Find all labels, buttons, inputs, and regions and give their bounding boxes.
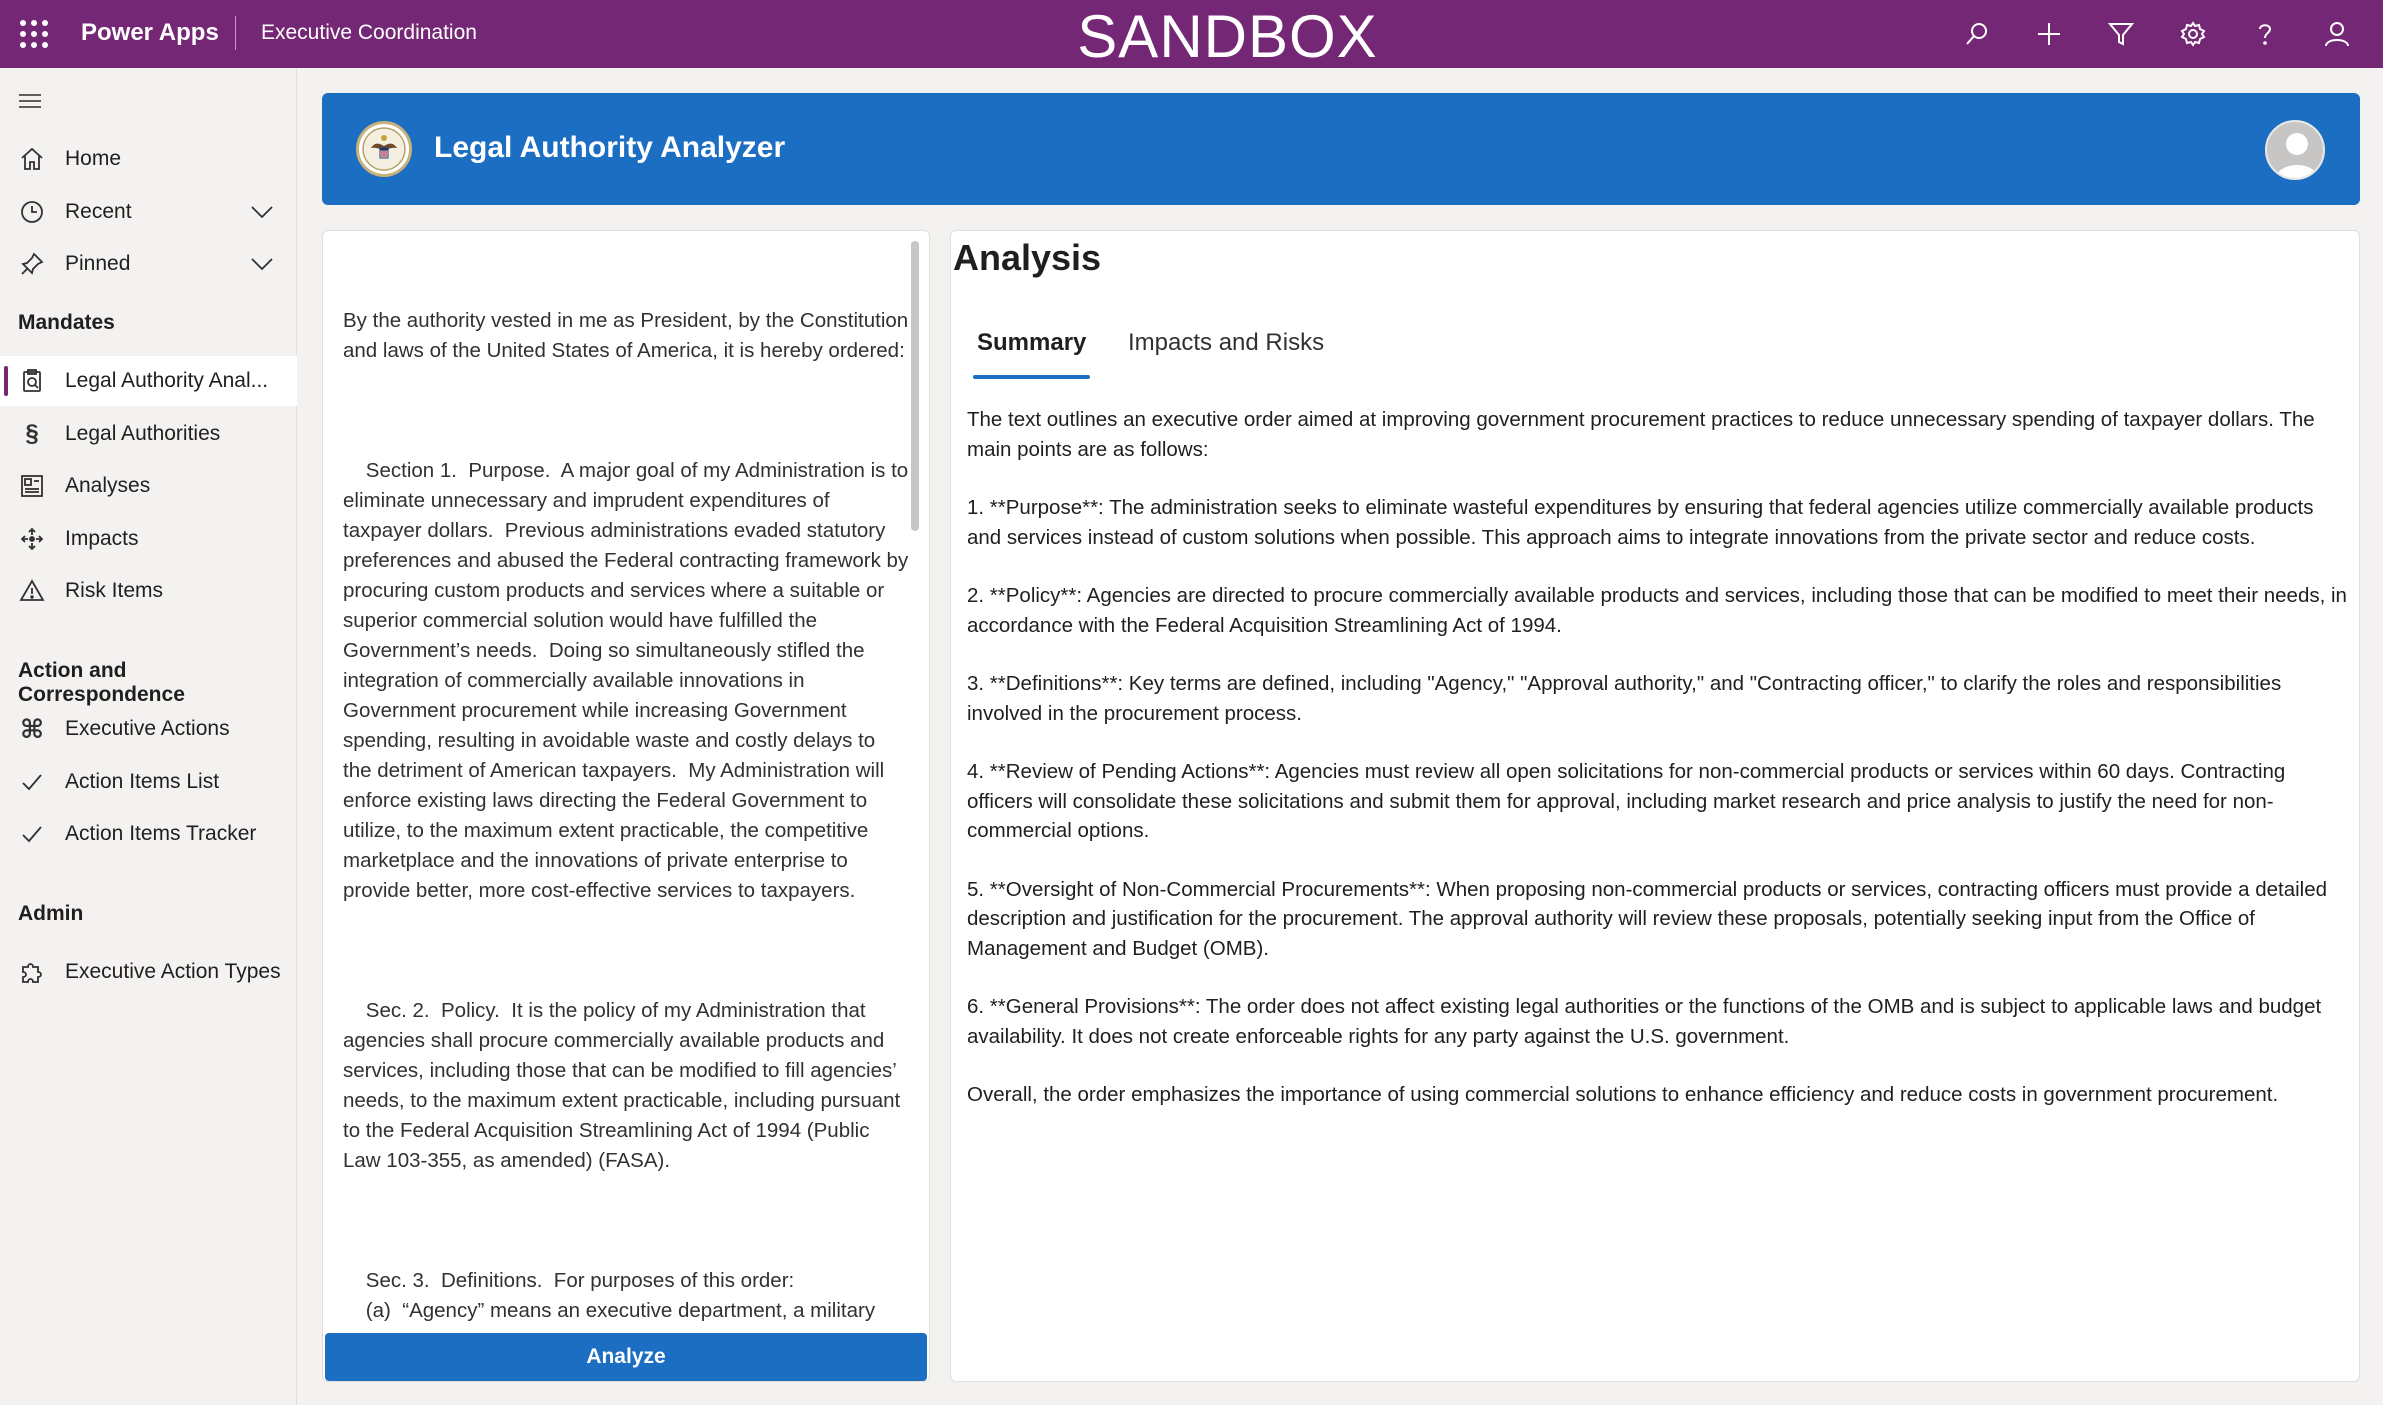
presidential-seal-icon bbox=[356, 121, 412, 177]
source-paragraph: By the authority vested in me as President, by the Constitution and laws of the United States of America, it is hereby ordered: bbox=[343, 309, 909, 362]
settings-icon[interactable] bbox=[2157, 14, 2229, 54]
section-sign-icon: § bbox=[25, 420, 39, 447]
top-bar bbox=[0, 0, 2383, 68]
sidebar-item-impacts[interactable] bbox=[0, 514, 297, 564]
avatar[interactable] bbox=[2265, 120, 2325, 180]
command-icon: ⌘ bbox=[19, 713, 45, 744]
search-icon[interactable] bbox=[1941, 14, 2013, 54]
sidebar-item-label: Action Items List bbox=[65, 770, 220, 793]
tab-summary[interactable]: Summary bbox=[977, 329, 1086, 379]
hamburger-menu-icon[interactable] bbox=[19, 94, 43, 112]
header-divider bbox=[235, 16, 236, 50]
top-toolbar bbox=[1941, 14, 2373, 54]
analysis-title: Analysis bbox=[953, 237, 1102, 278]
sidebar-item-label: Risk Items bbox=[65, 579, 164, 602]
source-text-area[interactable] bbox=[343, 246, 909, 1326]
analysis-summary-text bbox=[967, 405, 2347, 1139]
sidebar-item-analyses[interactable] bbox=[0, 461, 297, 511]
sidebar-item-pinned[interactable] bbox=[0, 239, 297, 289]
sidebar-item-label: Impacts bbox=[65, 527, 139, 550]
analyzer-icon bbox=[18, 367, 46, 395]
summary-paragraph: 1. **Purpose**: The administration seeks to eliminate wasteful expenditures by ensuring that federal agencies utilize commercially available products and services instead of custom solutions when possible. This approach aims to integrate innovations from the private sector and reduce costs. bbox=[967, 496, 2314, 549]
sidebar-item-action-items-tracker[interactable] bbox=[0, 809, 297, 859]
summary-paragraph: The text outlines an executive order aimed at improving government procurement practices to reduce unnecessary spending of taxpayer dollars. The main points are as follows: bbox=[967, 408, 2315, 461]
page-header-banner bbox=[322, 93, 2360, 205]
help-icon[interactable] bbox=[2229, 14, 2301, 54]
sidebar-item-label: Action Items Tracker bbox=[65, 822, 257, 845]
sidebar-item-label: Executive Actions bbox=[65, 717, 230, 740]
tab-impacts-and-risks[interactable]: Impacts and Risks bbox=[1128, 329, 1325, 356]
check-icon bbox=[18, 768, 46, 796]
source-text-scrollbar[interactable] bbox=[911, 241, 921, 1326]
app-launcher-icon[interactable] bbox=[20, 20, 48, 48]
section-title-mandates: Mandates bbox=[18, 311, 115, 334]
sidebar-item-label: Pinned bbox=[65, 252, 131, 275]
source-paragraph: Sec. 3. Definitions. For purposes of this order: (a) “Agency” means an executive department, a military bbox=[365, 1269, 876, 1322]
source-paragraph: Section 1. Purpose. A major goal of my Administration is to eliminate unnecessary and imprudent expenditures of taxpayer dollars. Previous administrations evaded statutory preferences and abused the Federal contracting framework by procuring custom products and services where a suitable or superior commercial solution would have fulfilled the Government’s needs. Doing so simultaneously stifled the integration of commercially available innovations in Government procurement while increasing Government spending, resulting in avoidable waste and costly delays to the detriment of American taxpayers. My Administration will enforce existing laws directing the Federal Government to utilize, to the maximum extent practicable, the competitive marketplace and the innovations of private enterprise to provide better, more cost-effective services to taxpayers. bbox=[343, 459, 909, 902]
source-paragraph: Sec. 2. Policy. It is the policy of my Administration that agencies shall procure commercially available products and services, including those that can be modified to fill agencies’ needs, to the maximum extent practicable, including pursuant to the Federal Acquisition Streamlining Act of 1994 (Public Law 103-355, as amended) (FASA). bbox=[343, 999, 906, 1172]
sidebar-item-legal-authorities[interactable] bbox=[0, 409, 297, 459]
account-icon[interactable] bbox=[2301, 14, 2373, 54]
analyses-icon bbox=[18, 472, 46, 500]
summary-paragraph: 4. **Review of Pending Actions**: Agencies must review all open solicitations for non-commercial products or services within 60 days. Contracting officers will consolidate these solicitations and submit them for approval, including market research and price analysis to justify the need for non-commercial options. bbox=[967, 760, 2286, 842]
environment-name: Executive Coordination bbox=[261, 21, 477, 44]
summary-paragraph: 3. **Definitions**: Key terms are defined, including "Agency," "Approval authority," and "Contracting officer," to clarify the roles and responsibilities involved in the procurement process. bbox=[967, 672, 2282, 725]
sidebar-item-label: Legal Authority Anal... bbox=[65, 369, 269, 392]
summary-paragraph: 2. **Policy**: Agencies are directed to procure commercially available products and services, including those that can be modified to meet their needs, in accordance with the Federal Acquisition Streamlining Act of 1994. bbox=[967, 584, 2347, 637]
clock-icon bbox=[18, 198, 46, 226]
summary-paragraph: Overall, the order emphasizes the importance of using commercial solutions to enhance efficiency and reduce costs in government procurement. bbox=[967, 1083, 2279, 1106]
sidebar bbox=[0, 68, 297, 1405]
summary-paragraph: 5. **Oversight of Non-Commercial Procurements**: When proposing non-commercial products or services, contracting officers must provide a detailed description and justification for the procurement. The approval authority will review these proposals, potentially seeking input from the Office of Management and Budget (OMB). bbox=[967, 877, 2328, 960]
sidebar-item-action-items-list[interactable] bbox=[0, 757, 297, 807]
puzzle-icon bbox=[18, 958, 46, 986]
pin-icon bbox=[18, 250, 46, 278]
sidebar-item-label: Legal Authorities bbox=[65, 422, 221, 445]
chevron-down-icon[interactable] bbox=[248, 250, 276, 278]
app-name[interactable]: Power Apps bbox=[81, 19, 219, 46]
chevron-down-icon[interactable] bbox=[248, 198, 276, 226]
summary-paragraph: 6. **General Provisions**: The order does not affect existing legal authorities or the functions of the OMB and is subject to applicable laws and budget availability. It does not create enforceable rights for any party against the U.S. government. bbox=[967, 995, 2322, 1048]
check-icon bbox=[18, 820, 46, 848]
sidebar-item-label: Recent bbox=[65, 200, 132, 223]
warning-icon bbox=[18, 577, 46, 605]
sidebar-item-executive-actions[interactable] bbox=[0, 704, 297, 754]
sidebar-item-home[interactable] bbox=[0, 134, 297, 184]
home-icon bbox=[18, 145, 46, 173]
scrollbar-thumb[interactable] bbox=[911, 241, 919, 531]
filter-icon[interactable] bbox=[2085, 14, 2157, 54]
sidebar-item-label: Analyses bbox=[65, 474, 151, 497]
sidebar-item-legal-authority-analyzer[interactable] bbox=[0, 356, 297, 406]
page-title: Legal Authority Analyzer bbox=[434, 131, 786, 164]
analyze-button[interactable]: Analyze bbox=[325, 1333, 927, 1381]
sidebar-item-label: Home bbox=[65, 147, 122, 170]
analysis-panel bbox=[950, 230, 2360, 1382]
source-text-panel bbox=[322, 230, 930, 1382]
sidebar-item-label: Executive Action Types bbox=[65, 960, 281, 983]
section-title-admin: Admin bbox=[18, 902, 84, 925]
sidebar-item-risk-items[interactable] bbox=[0, 566, 297, 616]
add-icon[interactable] bbox=[2013, 14, 2085, 54]
sandbox-watermark: SANDBOX bbox=[1077, 3, 1378, 70]
sidebar-item-recent[interactable] bbox=[0, 187, 297, 237]
impacts-icon bbox=[18, 525, 46, 553]
section-title-action-and-correspondence: Action and Correspondence bbox=[18, 659, 185, 706]
sidebar-item-executive-action-types[interactable] bbox=[0, 947, 297, 997]
